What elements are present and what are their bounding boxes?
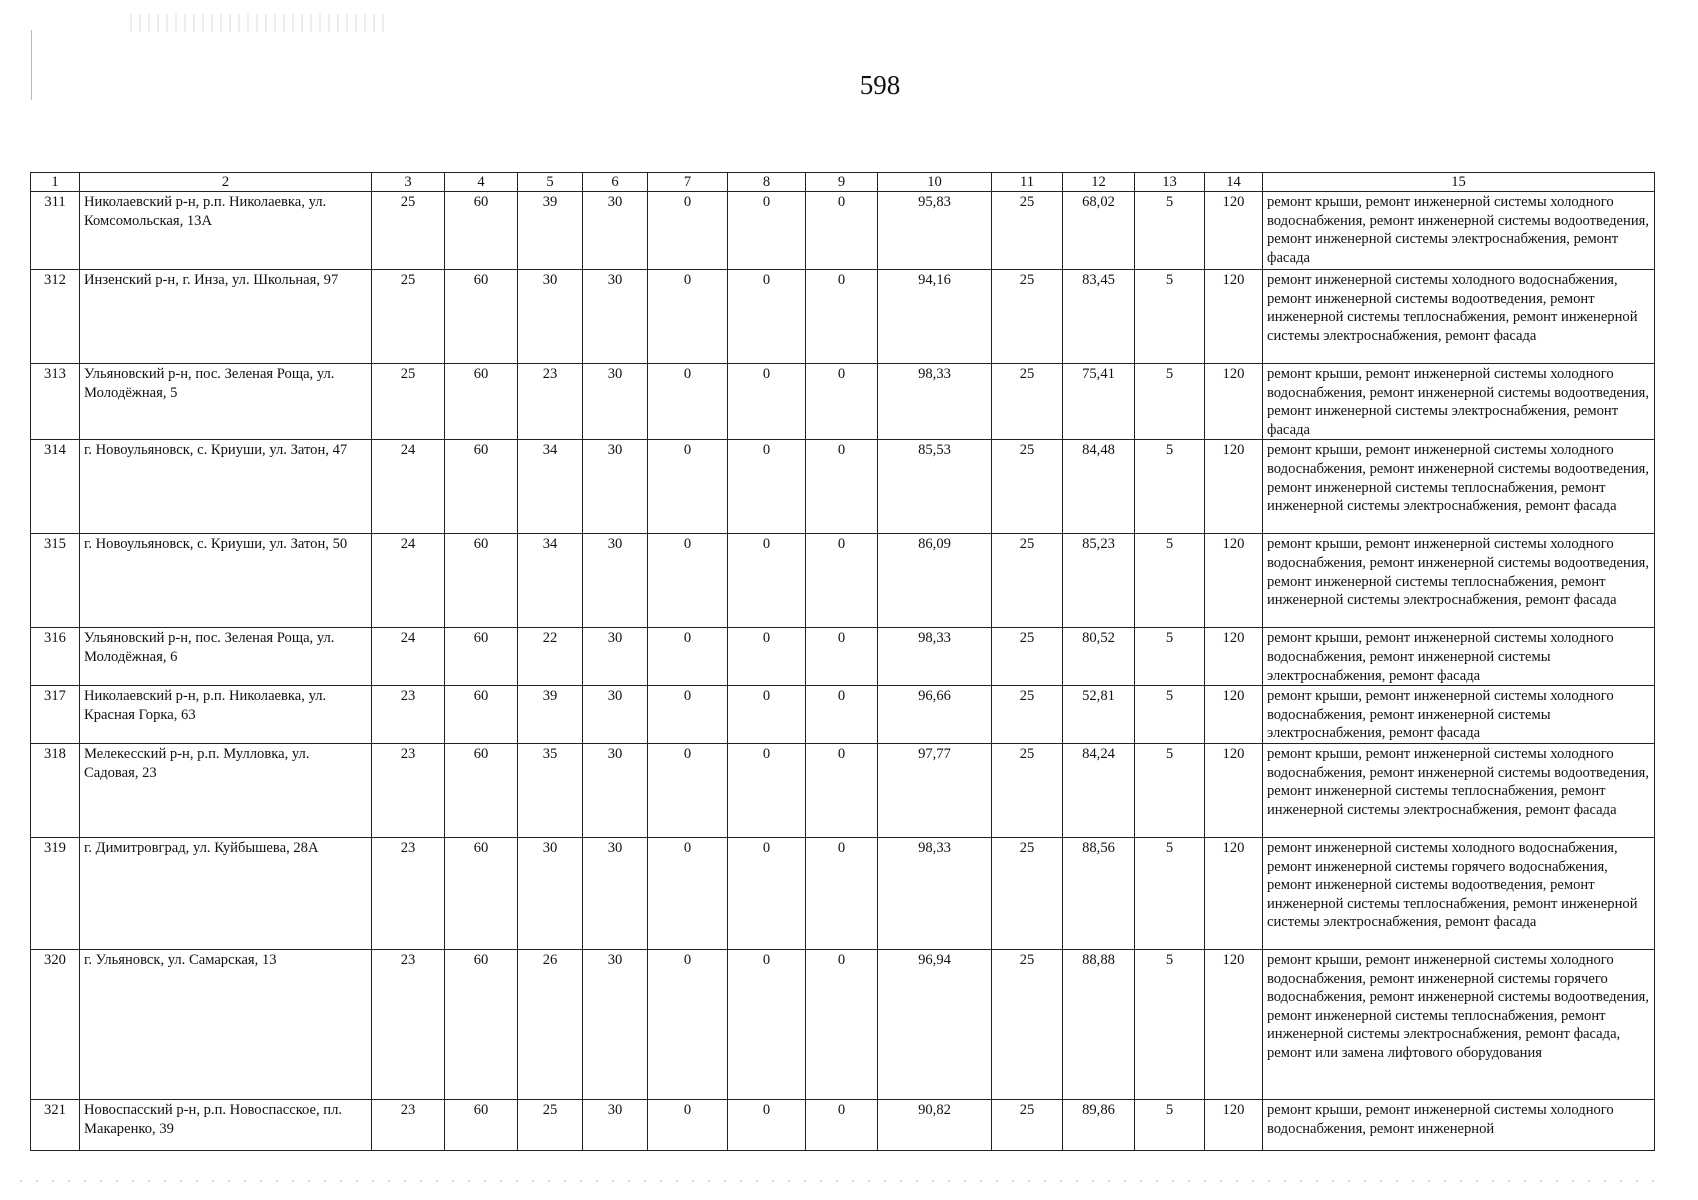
value-cell: 39: [518, 686, 583, 744]
value-cell: 25: [372, 270, 445, 364]
address-cell: г. Димитровград, ул. Куйбышева, 28А: [80, 837, 372, 949]
column-header: 11: [992, 173, 1063, 192]
column-header: 9: [806, 173, 878, 192]
value-cell: 85,53: [878, 440, 992, 534]
address-cell: Мелекесский р-н, р.п. Мулловка, ул. Садовая, 23: [80, 743, 372, 837]
column-header: 7: [648, 173, 728, 192]
value-cell: 23: [372, 837, 445, 949]
table-row: [31, 1099, 1655, 1150]
value-cell: 0: [648, 270, 728, 364]
value-cell: 25: [372, 192, 445, 270]
works-cell: ремонт крыши, ремонт инженерной системы холодного водоснабжения, ремонт инженерной системы водоотведения, ремонт инженерной системы электроснабжения, ремонт фасада: [1263, 364, 1655, 440]
value-cell: 60: [445, 270, 518, 364]
row-number: 320: [31, 949, 80, 1099]
row-number: 317: [31, 686, 80, 744]
value-cell: 0: [806, 1099, 878, 1150]
column-header: 6: [583, 173, 648, 192]
value-cell: 0: [806, 364, 878, 440]
value-cell: 95,83: [878, 192, 992, 270]
address-cell: Ульяновский р-н, пос. Зеленая Роща, ул. Молодёжная, 5: [80, 364, 372, 440]
row-number: 321: [31, 1099, 80, 1150]
value-cell: 23: [518, 364, 583, 440]
value-cell: 5: [1135, 743, 1205, 837]
value-cell: 34: [518, 440, 583, 534]
scan-artifact: [130, 14, 390, 32]
column-header: 12: [1063, 173, 1135, 192]
works-cell: ремонт крыши, ремонт инженерной системы холодного водоснабжения, ремонт инженерной системы электроснабжения, ремонт фасада: [1263, 686, 1655, 744]
table-row: [31, 364, 1655, 440]
value-cell: 88,88: [1063, 949, 1135, 1099]
works-cell: ремонт инженерной системы холодного водоснабжения, ремонт инженерной системы водоотведения, ремонт инженерной системы теплоснабжения, ремонт инженерной системы электроснабжения, ремонт фасада: [1263, 270, 1655, 364]
value-cell: 60: [445, 837, 518, 949]
table-row: [31, 192, 1655, 270]
column-header: 10: [878, 173, 992, 192]
table-row: [31, 534, 1655, 628]
value-cell: 80,52: [1063, 628, 1135, 686]
value-cell: 23: [372, 949, 445, 1099]
value-cell: 120: [1205, 270, 1263, 364]
value-cell: 60: [445, 628, 518, 686]
value-cell: 25: [992, 1099, 1063, 1150]
value-cell: 0: [728, 837, 806, 949]
value-cell: 60: [445, 686, 518, 744]
row-number: 315: [31, 534, 80, 628]
value-cell: 22: [518, 628, 583, 686]
value-cell: 68,02: [1063, 192, 1135, 270]
value-cell: 30: [583, 192, 648, 270]
value-cell: 60: [445, 743, 518, 837]
value-cell: 5: [1135, 837, 1205, 949]
row-number: 312: [31, 270, 80, 364]
value-cell: 30: [583, 743, 648, 837]
value-cell: 98,33: [878, 837, 992, 949]
value-cell: 0: [648, 534, 728, 628]
table-row: [31, 270, 1655, 364]
value-cell: 30: [583, 534, 648, 628]
value-cell: 0: [728, 192, 806, 270]
value-cell: 0: [806, 440, 878, 534]
row-number: 316: [31, 628, 80, 686]
value-cell: 30: [518, 270, 583, 364]
value-cell: 0: [648, 743, 728, 837]
value-cell: 0: [806, 837, 878, 949]
works-cell: ремонт крыши, ремонт инженерной системы холодного водоснабжения, ремонт инженерной системы водоотведения, ремонт инженерной системы теплоснабжения, ремонт инженерной системы электроснабжения, ремонт фасада: [1263, 534, 1655, 628]
value-cell: 23: [372, 1099, 445, 1150]
column-header: 5: [518, 173, 583, 192]
value-cell: 30: [583, 837, 648, 949]
address-cell: Николаевский р-н, р.п. Николаевка, ул. Красная Горка, 63: [80, 686, 372, 744]
value-cell: 30: [583, 628, 648, 686]
value-cell: 0: [648, 364, 728, 440]
value-cell: 24: [372, 440, 445, 534]
value-cell: 5: [1135, 1099, 1205, 1150]
works-cell: ремонт крыши, ремонт инженерной системы холодного водоснабжения, ремонт инженерной системы горячего водоснабжения, ремонт инженерной системы водоотведения, ремонт инженерной системы теплоснабжения, ремонт инженерной системы электроснабжения, ремонт фасада, ремонт или замена лифтового оборудования: [1263, 949, 1655, 1099]
value-cell: 0: [806, 686, 878, 744]
value-cell: 98,33: [878, 628, 992, 686]
value-cell: 5: [1135, 628, 1205, 686]
value-cell: 60: [445, 949, 518, 1099]
address-cell: г. Новоульяновск, с. Криуши, ул. Затон, 50: [80, 534, 372, 628]
value-cell: 25: [992, 364, 1063, 440]
value-cell: 5: [1135, 686, 1205, 744]
value-cell: 30: [583, 270, 648, 364]
value-cell: 25: [992, 192, 1063, 270]
value-cell: 0: [728, 686, 806, 744]
value-cell: 0: [728, 628, 806, 686]
value-cell: 0: [806, 628, 878, 686]
value-cell: 60: [445, 440, 518, 534]
table-row: [31, 837, 1655, 949]
row-number: 319: [31, 837, 80, 949]
value-cell: 30: [583, 686, 648, 744]
value-cell: 0: [728, 534, 806, 628]
value-cell: 25: [992, 534, 1063, 628]
works-cell: ремонт крыши, ремонт инженерной системы холодного водоснабжения, ремонт инженерной системы водоотведения, ремонт инженерной системы теплоснабжения, ремонт инженерной системы электроснабжения, ремонт фасада: [1263, 440, 1655, 534]
value-cell: 94,16: [878, 270, 992, 364]
value-cell: 90,82: [878, 1099, 992, 1150]
value-cell: 120: [1205, 837, 1263, 949]
value-cell: 25: [518, 1099, 583, 1150]
column-header: 13: [1135, 173, 1205, 192]
value-cell: 23: [372, 686, 445, 744]
value-cell: 0: [648, 949, 728, 1099]
value-cell: 96,94: [878, 949, 992, 1099]
value-cell: 25: [992, 270, 1063, 364]
value-cell: 39: [518, 192, 583, 270]
value-cell: 120: [1205, 743, 1263, 837]
value-cell: 120: [1205, 534, 1263, 628]
works-cell: ремонт крыши, ремонт инженерной системы холодного водоснабжения, ремонт инженерной системы водоотведения, ремонт инженерной системы теплоснабжения, ремонт инженерной системы электроснабжения, ремонт фасада: [1263, 743, 1655, 837]
value-cell: 89,86: [1063, 1099, 1135, 1150]
value-cell: 120: [1205, 1099, 1263, 1150]
value-cell: 60: [445, 1099, 518, 1150]
value-cell: 5: [1135, 270, 1205, 364]
works-cell: ремонт крыши, ремонт инженерной системы холодного водоснабжения, ремонт инженерной: [1263, 1099, 1655, 1150]
table-row: [31, 686, 1655, 744]
works-cell: ремонт крыши, ремонт инженерной системы холодного водоснабжения, ремонт инженерной системы электроснабжения, ремонт фасада: [1263, 628, 1655, 686]
works-cell: ремонт крыши, ремонт инженерной системы холодного водоснабжения, ремонт инженерной системы водоотведения, ремонт инженерной системы электроснабжения, ремонт фасада: [1263, 192, 1655, 270]
value-cell: 25: [992, 440, 1063, 534]
value-cell: 98,33: [878, 364, 992, 440]
scan-artifact: [20, 1180, 1660, 1182]
value-cell: 84,24: [1063, 743, 1135, 837]
value-cell: 25: [992, 949, 1063, 1099]
value-cell: 88,56: [1063, 837, 1135, 949]
value-cell: 0: [728, 743, 806, 837]
value-cell: 24: [372, 628, 445, 686]
value-cell: 120: [1205, 192, 1263, 270]
value-cell: 0: [806, 743, 878, 837]
value-cell: 0: [648, 837, 728, 949]
value-cell: 24: [372, 534, 445, 628]
value-cell: 120: [1205, 949, 1263, 1099]
value-cell: 35: [518, 743, 583, 837]
value-cell: 97,77: [878, 743, 992, 837]
value-cell: 85,23: [1063, 534, 1135, 628]
value-cell: 0: [728, 1099, 806, 1150]
address-cell: Ульяновский р-н, пос. Зеленая Роща, ул. Молодёжная, 6: [80, 628, 372, 686]
value-cell: 120: [1205, 440, 1263, 534]
value-cell: 25: [992, 628, 1063, 686]
value-cell: 26: [518, 949, 583, 1099]
row-number: 318: [31, 743, 80, 837]
value-cell: 5: [1135, 534, 1205, 628]
value-cell: 0: [728, 270, 806, 364]
column-header: 1: [31, 173, 80, 192]
value-cell: 52,81: [1063, 686, 1135, 744]
value-cell: 5: [1135, 949, 1205, 1099]
value-cell: 84,48: [1063, 440, 1135, 534]
value-cell: 120: [1205, 364, 1263, 440]
table-row: [31, 949, 1655, 1099]
table-row: [31, 628, 1655, 686]
value-cell: 83,45: [1063, 270, 1135, 364]
address-cell: Новоспасский р-н, р.п. Новоспасское, пл. Макаренко, 39: [80, 1099, 372, 1150]
address-cell: г. Новоульяновск, с. Криуши, ул. Затон, 47: [80, 440, 372, 534]
value-cell: 120: [1205, 686, 1263, 744]
column-header: 2: [80, 173, 372, 192]
column-header: 14: [1205, 173, 1263, 192]
table-row: [31, 743, 1655, 837]
value-cell: 0: [648, 686, 728, 744]
row-number: 311: [31, 192, 80, 270]
value-cell: 5: [1135, 364, 1205, 440]
row-number: 314: [31, 440, 80, 534]
value-cell: 0: [648, 192, 728, 270]
address-cell: Николаевский р-н, р.п. Николаевка, ул. Комсомольская, 13А: [80, 192, 372, 270]
header-row: [31, 173, 1655, 192]
page-number: 598: [859, 70, 901, 100]
value-cell: 30: [583, 440, 648, 534]
column-header: 15: [1263, 173, 1655, 192]
value-cell: 25: [992, 743, 1063, 837]
address-cell: г. Ульяновск, ул. Самарская, 13: [80, 949, 372, 1099]
value-cell: 5: [1135, 440, 1205, 534]
value-cell: 75,41: [1063, 364, 1135, 440]
column-header: 3: [372, 173, 445, 192]
value-cell: 0: [728, 364, 806, 440]
table-row: [31, 440, 1655, 534]
value-cell: 0: [728, 949, 806, 1099]
value-cell: 60: [445, 192, 518, 270]
value-cell: 96,66: [878, 686, 992, 744]
value-cell: 25: [992, 837, 1063, 949]
value-cell: 0: [806, 534, 878, 628]
value-cell: 30: [583, 1099, 648, 1150]
value-cell: 0: [648, 628, 728, 686]
column-header: 4: [445, 173, 518, 192]
value-cell: 0: [806, 949, 878, 1099]
repair-register-table: [30, 172, 1655, 1151]
works-cell: ремонт инженерной системы холодного водоснабжения, ремонт инженерной системы горячего водоснабжения, ремонт инженерной системы водоотведения, ремонт инженерной системы теплоснабжения, ремонт инженерной системы электроснабжения, ремонт фасада: [1263, 837, 1655, 949]
value-cell: 0: [806, 192, 878, 270]
value-cell: 25: [372, 364, 445, 440]
row-number: 313: [31, 364, 80, 440]
value-cell: 0: [648, 1099, 728, 1150]
value-cell: 0: [728, 440, 806, 534]
value-cell: 34: [518, 534, 583, 628]
value-cell: 30: [583, 364, 648, 440]
value-cell: 60: [445, 534, 518, 628]
value-cell: 120: [1205, 628, 1263, 686]
value-cell: 0: [806, 270, 878, 364]
value-cell: 23: [372, 743, 445, 837]
value-cell: 5: [1135, 192, 1205, 270]
value-cell: 25: [992, 686, 1063, 744]
value-cell: 30: [518, 837, 583, 949]
value-cell: 86,09: [878, 534, 992, 628]
value-cell: 30: [583, 949, 648, 1099]
address-cell: Инзенский р-н, г. Инза, ул. Школьная, 97: [80, 270, 372, 364]
value-cell: 60: [445, 364, 518, 440]
value-cell: 0: [648, 440, 728, 534]
column-header: 8: [728, 173, 806, 192]
